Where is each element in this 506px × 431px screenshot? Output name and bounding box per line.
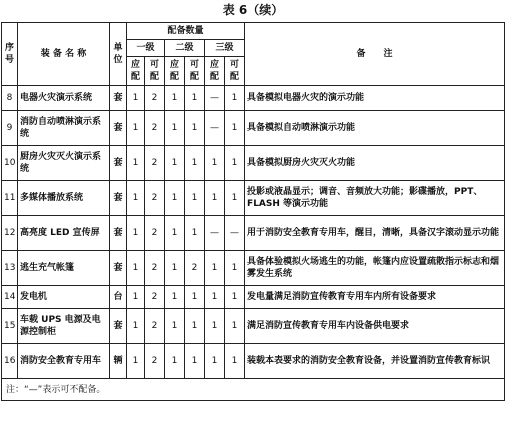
- table-row: [2, 251, 505, 286]
- row-seq: 16: [2, 344, 18, 379]
- row-remark: 具备体验模拟火场逃生的功能，帐篷内应设置疏散指示标志和烟雾发生系统: [245, 251, 505, 286]
- header-should: 应配: [205, 57, 225, 86]
- row-quantity: 1: [185, 181, 205, 216]
- row-unit: 套: [110, 181, 127, 216]
- table-row: [2, 309, 505, 344]
- row-name: 电器火灾演示系统: [18, 86, 110, 111]
- table-header: [2, 23, 505, 86]
- header-level2: 二级: [165, 40, 205, 57]
- row-quantity: 1: [205, 286, 225, 309]
- row-quantity: 1: [165, 251, 185, 286]
- row-quantity: 1: [225, 309, 245, 344]
- row-remark: 满足消防宣传教育专用车内设备供电要求: [245, 309, 505, 344]
- row-seq: 12: [2, 216, 18, 251]
- row-quantity: 1: [225, 286, 245, 309]
- table-body: [2, 86, 505, 379]
- row-quantity: 1: [127, 181, 145, 216]
- header-quantity: 配备数量: [127, 23, 245, 40]
- row-remark: 用于消防安全教育专用车，醒目，清晰，具备汉字滚动显示功能: [245, 216, 505, 251]
- table-row: [2, 216, 505, 251]
- row-quantity: 1: [205, 344, 225, 379]
- row-quantity: 1: [225, 146, 245, 181]
- row-remark: 具备模拟自动喷淋演示功能: [245, 111, 505, 146]
- row-quantity: 1: [127, 86, 145, 111]
- row-name: 多媒体播放系统: [18, 181, 110, 216]
- row-quantity: 1: [165, 344, 185, 379]
- row-remark: 发电量满足消防宣传教育专用车内所有设备要求: [245, 286, 505, 309]
- header-may: 可配: [225, 57, 245, 86]
- row-name: 厨房火灾灭火演示系统: [18, 146, 110, 181]
- row-name: 消防安全教育专用车: [18, 344, 110, 379]
- row-quantity: 1: [127, 111, 145, 146]
- table-row: [2, 286, 505, 309]
- header-should: 应配: [127, 57, 145, 86]
- row-quantity: 1: [127, 251, 145, 286]
- table-row: [2, 181, 505, 216]
- header-level1: 一级: [127, 40, 165, 57]
- row-quantity: 2: [185, 251, 205, 286]
- table-row: [2, 344, 505, 379]
- header-unit: 单位: [110, 23, 127, 86]
- row-unit: 套: [110, 86, 127, 111]
- row-quantity: 1: [127, 146, 145, 181]
- row-quantity: 1: [185, 286, 205, 309]
- row-quantity: 1: [185, 111, 205, 146]
- row-unit: 套: [110, 251, 127, 286]
- equipment-table: [1, 22, 505, 401]
- row-quantity: —: [205, 111, 225, 146]
- row-unit: 辆: [110, 344, 127, 379]
- header-level3: 三级: [205, 40, 245, 57]
- row-quantity: 1: [185, 344, 205, 379]
- row-quantity: 1: [127, 344, 145, 379]
- row-quantity: 1: [165, 111, 185, 146]
- row-quantity: 1: [185, 146, 205, 181]
- row-seq: 11: [2, 181, 18, 216]
- header-should: 应配: [165, 57, 185, 86]
- row-name: 逃生充气帐篷: [18, 251, 110, 286]
- row-seq: 15: [2, 309, 18, 344]
- row-quantity: 2: [145, 181, 165, 216]
- row-quantity: —: [205, 86, 225, 111]
- row-quantity: 1: [185, 216, 205, 251]
- row-quantity: 1: [205, 251, 225, 286]
- row-quantity: 1: [225, 344, 245, 379]
- row-quantity: 1: [165, 286, 185, 309]
- row-quantity: 1: [165, 216, 185, 251]
- row-unit: 套: [110, 216, 127, 251]
- row-quantity: 1: [205, 146, 225, 181]
- row-quantity: 2: [145, 86, 165, 111]
- row-quantity: 1: [165, 86, 185, 111]
- row-remark: 投影或液晶显示；调音、音频放大功能；影碟播放，PPT、FLASH 等演示功能: [245, 181, 505, 216]
- row-quantity: 2: [145, 251, 165, 286]
- row-unit: 套: [110, 111, 127, 146]
- row-seq: 10: [2, 146, 18, 181]
- table-note: 注：“—”表示可不配备。: [2, 379, 505, 401]
- header-may: 可配: [145, 57, 165, 86]
- table-title: 表 6（续）: [222, 3, 284, 17]
- table-row: [2, 86, 505, 111]
- row-quantity: 1: [165, 146, 185, 181]
- row-quantity: 1: [185, 309, 205, 344]
- row-quantity: 1: [185, 86, 205, 111]
- row-quantity: 1: [205, 309, 225, 344]
- row-quantity: 2: [145, 216, 165, 251]
- row-name: 发电机: [18, 286, 110, 309]
- row-seq: 13: [2, 251, 18, 286]
- row-quantity: 1: [225, 86, 245, 111]
- header-name: 装 备 名 称: [18, 23, 110, 86]
- row-remark: 具备模拟厨房火灾灭火功能: [245, 146, 505, 181]
- row-quantity: 1: [205, 181, 225, 216]
- row-quantity: 1: [127, 216, 145, 251]
- row-seq: 8: [2, 86, 18, 111]
- row-quantity: 1: [225, 251, 245, 286]
- row-quantity: —: [205, 216, 225, 251]
- row-quantity: 1: [165, 309, 185, 344]
- row-unit: 套: [110, 309, 127, 344]
- row-quantity: 2: [145, 344, 165, 379]
- row-seq: 9: [2, 111, 18, 146]
- row-remark: 装载本表要求的消防安全教育设备，并设置消防宣传教育标识: [245, 344, 505, 379]
- row-name: 高亮度 LED 宣传屏: [18, 216, 110, 251]
- table-row: [2, 146, 505, 181]
- row-name: 车载 UPS 电源及电源控制柜: [18, 309, 110, 344]
- row-quantity: 1: [165, 181, 185, 216]
- header-may: 可配: [185, 57, 205, 86]
- row-name: 消防自动喷淋演示系统: [18, 111, 110, 146]
- row-unit: 台: [110, 286, 127, 309]
- row-quantity: 2: [145, 309, 165, 344]
- row-quantity: 2: [145, 111, 165, 146]
- header-seq: 序号: [2, 23, 18, 86]
- row-unit: 套: [110, 146, 127, 181]
- row-quantity: 2: [145, 146, 165, 181]
- row-quantity: —: [225, 216, 245, 251]
- row-quantity: 1: [127, 309, 145, 344]
- row-remark: 具备模拟电器火灾的演示功能: [245, 86, 505, 111]
- row-quantity: 2: [145, 286, 165, 309]
- table-row: [2, 111, 505, 146]
- header-remark: 备 注: [245, 23, 505, 86]
- row-quantity: 1: [225, 181, 245, 216]
- row-seq: 14: [2, 286, 18, 309]
- row-quantity: 1: [225, 111, 245, 146]
- row-quantity: 1: [127, 286, 145, 309]
